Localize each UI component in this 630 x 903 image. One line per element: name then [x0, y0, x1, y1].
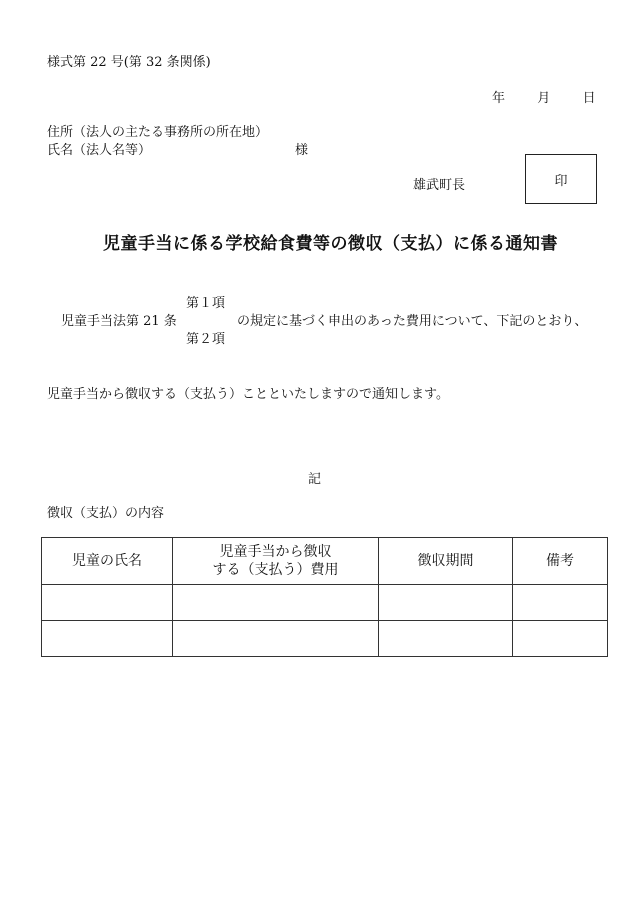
cell-remarks[interactable] — [513, 585, 608, 621]
date-line — [492, 87, 596, 106]
law-reference: 児童手当法第 21 条 — [61, 314, 177, 329]
address-label: 住所（法人の主たる事務所の所在地） — [47, 125, 269, 140]
date-year: 年 — [492, 91, 506, 106]
cell-period[interactable] — [379, 621, 513, 657]
detail-table — [41, 537, 608, 657]
issuer-name: 雄武町長 — [413, 178, 466, 193]
header-period: 徴収期間 — [379, 538, 513, 585]
date-month: 月 — [537, 91, 551, 106]
form-number: 様式第 22 号(第 32 条関係) — [47, 55, 211, 70]
ki-heading: 記 — [308, 472, 322, 487]
seal-mark: 印 — [554, 173, 568, 189]
table-header-row — [42, 538, 608, 585]
document-title: 児童手当に係る学校給食費等の徴収（支払）に係る通知書 — [103, 234, 558, 254]
clause-1: 第１項 — [186, 296, 226, 311]
cell-fee[interactable] — [173, 585, 379, 621]
header-fee: 児童手当から徴収 する（支払う）費用 — [173, 538, 379, 585]
body-line-2: 児童手当から徴収する（支払う）ことといたしますので通知します。 — [47, 387, 449, 402]
header-child-name: 児童の氏名 — [42, 538, 173, 585]
name-label: 氏名（法人名等） — [47, 143, 152, 158]
seal-box — [525, 154, 597, 204]
table-row — [42, 585, 608, 621]
header-remarks: 備考 — [513, 538, 608, 585]
cell-child-name[interactable] — [42, 621, 173, 657]
cell-child-name[interactable] — [42, 585, 173, 621]
date-day: 日 — [582, 91, 596, 106]
honorific: 様 — [295, 143, 309, 158]
clause-2: 第２項 — [186, 332, 226, 347]
cell-fee[interactable] — [173, 621, 379, 657]
cell-period[interactable] — [379, 585, 513, 621]
body-line-1: の規定に基づく申出のあった費用について、下記のとおり、 — [237, 314, 588, 329]
section-label: 徴収（支払）の内容 — [47, 506, 165, 521]
table-row — [42, 621, 608, 657]
cell-remarks[interactable] — [513, 621, 608, 657]
